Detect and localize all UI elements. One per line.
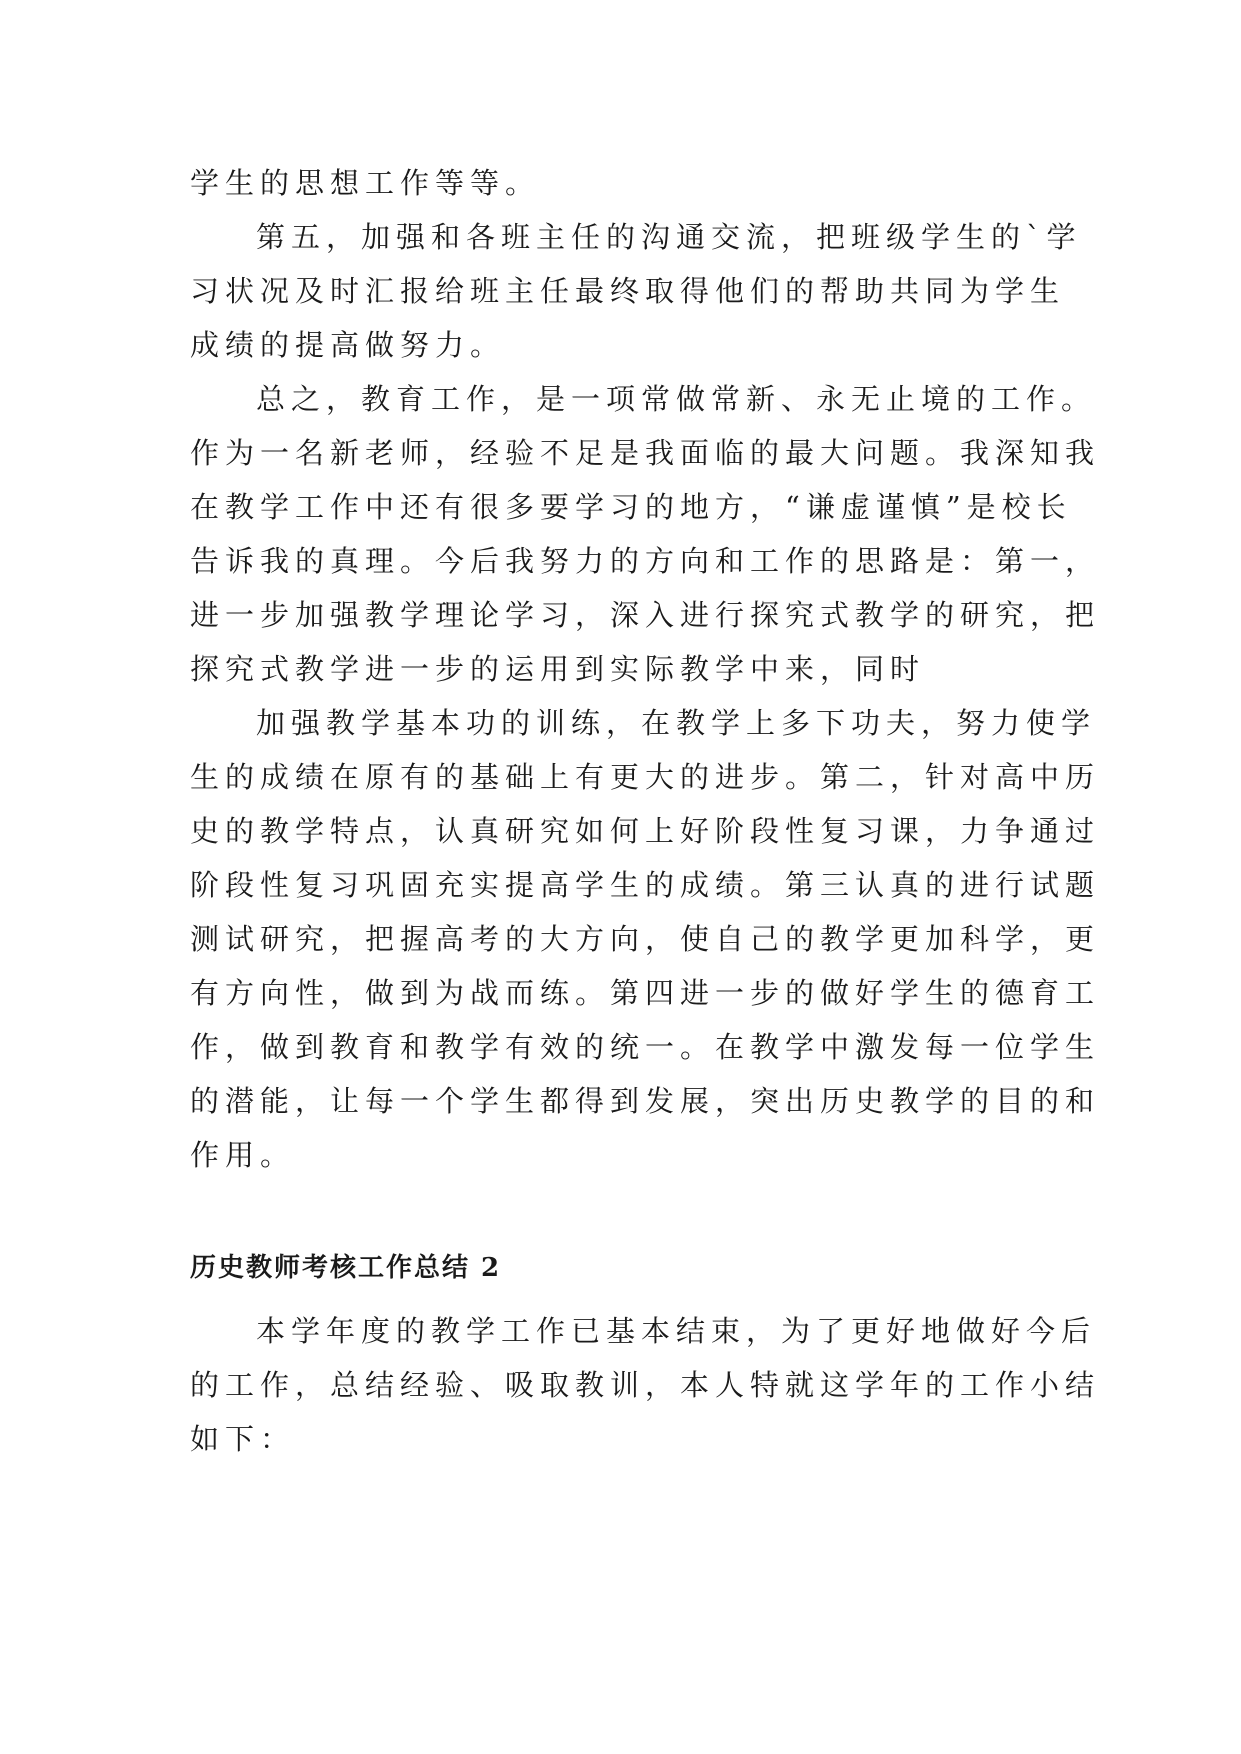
- paragraph-start-line: 总之，教育工作，是一项常做常新、永无止境的工作。: [256, 382, 1097, 416]
- text-line: 成绩的提高做努力。: [190, 328, 506, 362]
- text-line: 生的成绩在原有的基础上有更大的进步。第二，针对高中历: [190, 760, 1101, 794]
- text-line: 如下：: [190, 1422, 296, 1456]
- section-heading: 历史教师考核工作总结 2: [190, 1253, 502, 1283]
- text-line: 的潜能，让每一个学生都得到发展，突出历史教学的目的和: [190, 1084, 1101, 1118]
- text-line: 的工作，总结经验、吸取教训，本人特就这学年的工作小结: [190, 1368, 1101, 1402]
- text-line: 测试研究，把握高考的大方向，使自己的教学更加科学，更: [190, 922, 1101, 956]
- text-line: 阶段性复习巩固充实提高学生的成绩。第三认真的进行试题: [190, 868, 1101, 902]
- text-line: 有方向性，做到为战而练。第四进一步的做好学生的德育工: [190, 976, 1101, 1010]
- text-line: 作，做到教育和教学有效的统一。在教学中激发每一位学生: [190, 1030, 1101, 1064]
- paragraph-start-line: 加强教学基本功的训练，在教学上多下功夫，努力使学: [256, 706, 1097, 740]
- paragraph-start-line: 本学年度的教学工作已基本结束，为了更好地做好今后: [256, 1314, 1097, 1348]
- paragraph-start-line: 第五，加强和各班主任的沟通交流，把班级学生的`学: [256, 220, 1082, 254]
- text-line: 探究式教学进一步的运用到实际教学中来，同时: [190, 652, 926, 686]
- document-body: [190, 156, 1101, 1466]
- text-line: 作为一名新老师，经验不足是我面临的最大问题。我深知我: [190, 436, 1101, 470]
- text-line: 史的教学特点，认真研究如何上好阶段性复习课，力争通过: [190, 814, 1101, 848]
- section-gap: [190, 1182, 1060, 1236]
- text-line: 学生的思想工作等等。: [190, 166, 541, 200]
- text-line: 进一步加强教学理论学习，深入进行探究式教学的研究，把: [190, 598, 1101, 632]
- text-line: 作用。: [190, 1138, 296, 1172]
- text-line: 习状况及时汇报给班主任最终取得他们的帮助共同为学生: [190, 274, 1066, 308]
- text-line: 告诉我的真理。今后我努力的方向和工作的思路是：第一，: [190, 544, 1101, 578]
- text-line: 在教学工作中还有很多要学习的地方，“谦虚谨慎”是校长: [190, 490, 1072, 524]
